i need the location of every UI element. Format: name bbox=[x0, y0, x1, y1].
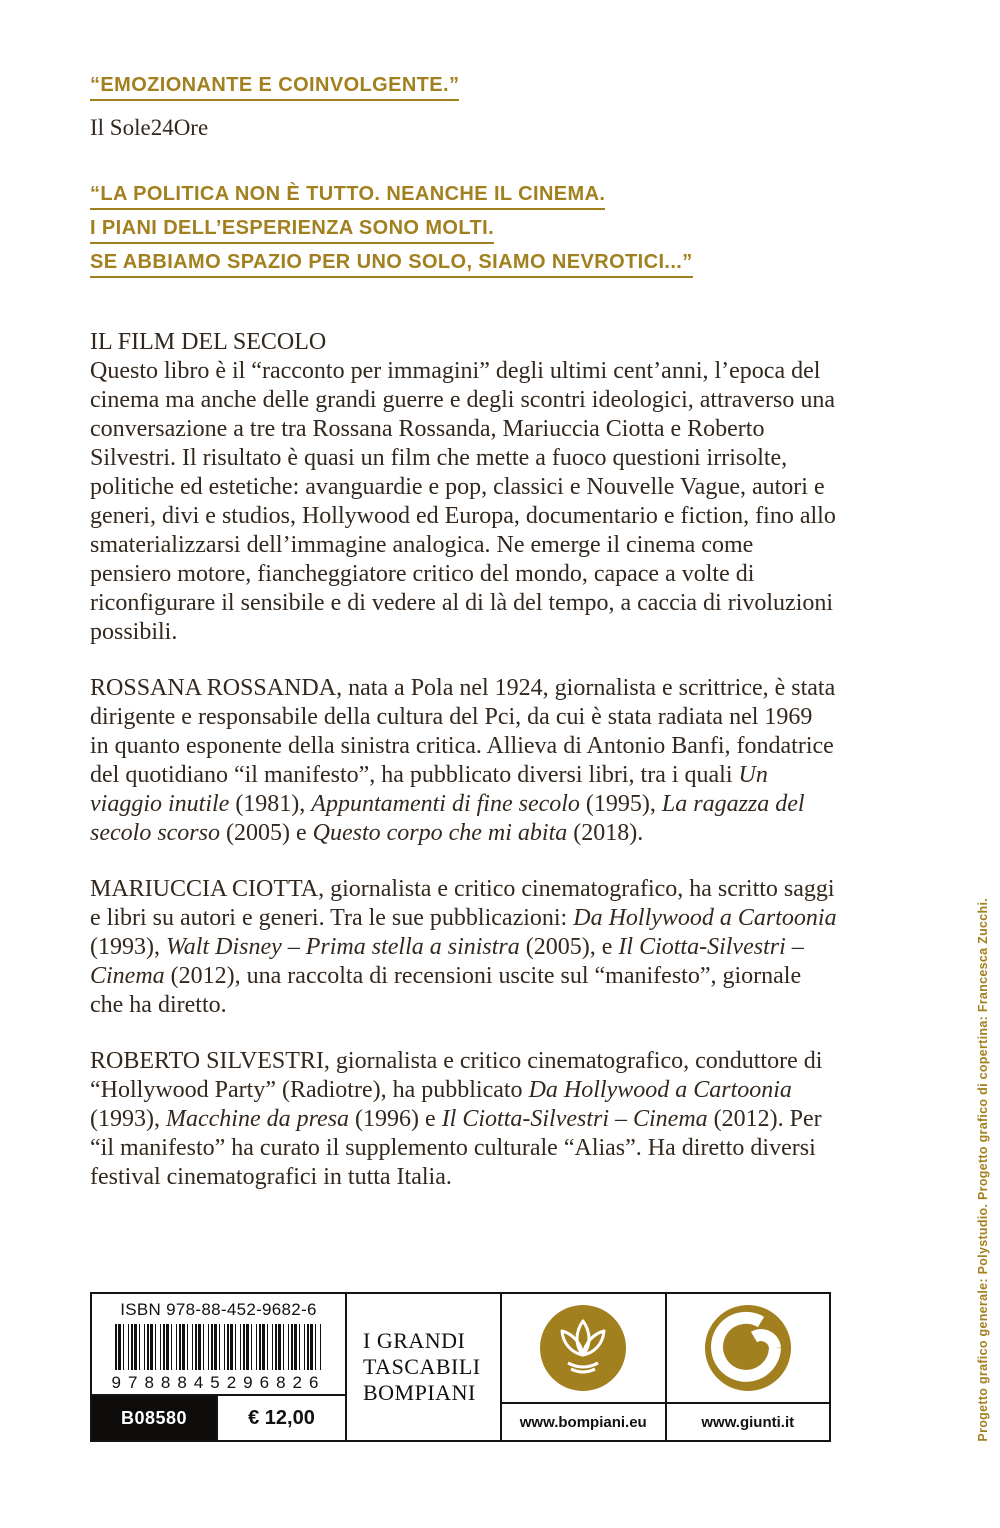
bompiani-flower-logo-icon bbox=[540, 1305, 626, 1391]
price: € 12,00 bbox=[248, 1406, 315, 1429]
quote-line bbox=[90, 183, 837, 206]
press-quote-primary-text: “EMOZIONANTE E COINVOLGENTE.” bbox=[90, 74, 459, 101]
publisher-strip bbox=[90, 1292, 831, 1442]
press-quote-secondary bbox=[90, 183, 837, 274]
bio-paragraph-silvestri: ROBERTO SILVESTRI, giornalista e critico cinematografico, conduttore di “Hollywood Party” (Radiotre), ha pubblicato Da Hollywood a Cartoonia (1993), Macchine da presa (1996) e Il Ciotta-Silvestri – Cinema (2012). Per “il manifesto” ha curato il supplemento culturale “Alias”. Ha diretto diversi festival cinematografici in tutta Italia. bbox=[90, 1048, 823, 1190]
bompiani-url: www.bompiani.eu bbox=[502, 1402, 665, 1440]
bio-paragraph-rossanda: ROSSANA ROSSANDA, nata a Pola nel 1924, giornalista e scrittrice, è stata dirigente e responsabile della cultura del Pci, da cui è stata radiata nel 1969 in quanto esponente della sinistra critica. Allieva di Antonio Banfi, fondatrice del quotidiano “il manifesto”, ha pubblicato diversi libri, tra i quali Un viaggio inutile (1981), Appuntamenti di fine secolo (1995), La ragazza del secolo scorso (2005) e Questo corpo che mi abita (2018). bbox=[90, 675, 836, 846]
synopsis-text: Questo libro è il “racconto per immagini” degli ultimi cent’anni, l’epoca del cinema ma anche delle grandi guerre e degli scontri ideologici, attraverso una conversazione a tre tra Rossana Rossanda, Mariuccia Ciotta e Roberto Silvestri. Il risultato è quasi un film che mette a fuoco questioni irrisolte, politiche ed estetiche: avanguardie e pop, classici e Nouvelle Vague, autori e generi, divi e studios, Hollywood ed Europa, documentario e fiction, fino allo smaterializzarsi dell’immagine analogica. Ne emerge il cinema come pensiero motore, fiancheggiatore critico del mondo, capace a volte di riconfigurare il sensibile e di vedere al di là del tempo, a caccia di rivoluzioni possibili. bbox=[90, 358, 836, 645]
bompiani-panel bbox=[502, 1294, 667, 1440]
giunti-url: www.giunti.it bbox=[667, 1402, 830, 1440]
giunti-panel bbox=[667, 1294, 830, 1440]
giunti-logo-area bbox=[667, 1294, 830, 1402]
press-quote-primary bbox=[90, 74, 837, 97]
series-line: TASCABILI bbox=[363, 1354, 481, 1379]
product-code: B08580 bbox=[92, 1396, 218, 1440]
giunti-spiral-logo-icon bbox=[705, 1305, 791, 1391]
cover-text-block bbox=[90, 74, 837, 1192]
press-quote-source: Il Sole24Ore bbox=[90, 115, 209, 140]
quote-line bbox=[90, 251, 837, 274]
isbn-label: ISBN 978-88-452-9682-6 bbox=[120, 1300, 317, 1319]
design-credit: Progetto grafico generale: Polystudio. Progetto grafico di copertina: Francesca Zucchi. bbox=[976, 898, 990, 1442]
quote-line-text: I PIANI DELL’ESPERIENZA SONO MOLTI. bbox=[90, 217, 494, 244]
price-row bbox=[92, 1394, 345, 1440]
isbn-digits: 9788845296826 bbox=[111, 1373, 326, 1392]
quote-line bbox=[90, 217, 837, 240]
series-panel bbox=[347, 1294, 502, 1440]
barcode bbox=[115, 1324, 323, 1370]
quote-line-text: “LA POLITICA NON È TUTTO. NEANCHE IL CINEMA. bbox=[90, 183, 605, 210]
isbn-area bbox=[92, 1294, 345, 1394]
synopsis-and-bios bbox=[90, 328, 837, 1192]
quote-line-text: SE ABBIAMO SPAZIO PER UNO SOLO, SIAMO NEVROTICI...” bbox=[90, 251, 693, 278]
series-line: I GRANDI bbox=[363, 1328, 466, 1353]
bompiani-logo-area bbox=[502, 1294, 665, 1402]
synopsis-heading: IL FILM DEL SECOLO bbox=[90, 329, 327, 355]
series-line: BOMPIANI bbox=[363, 1380, 476, 1405]
synopsis-paragraph bbox=[90, 328, 837, 647]
bio-paragraph-ciotta: MARIUCCIA CIOTTA, giornalista e critico cinematografico, ha scritto saggi e libri su autori e generi. Tra le sue pubblicazioni: Da Hollywood a Cartoonia (1993), Walt Disney – Prima stella a sinistra (2005), e Il Ciotta-Silvestri – Cinema (2012), una raccolta di recensioni uscite sul “manifesto”, giornale che ha diretto. bbox=[90, 876, 837, 1018]
isbn-panel bbox=[92, 1294, 347, 1440]
